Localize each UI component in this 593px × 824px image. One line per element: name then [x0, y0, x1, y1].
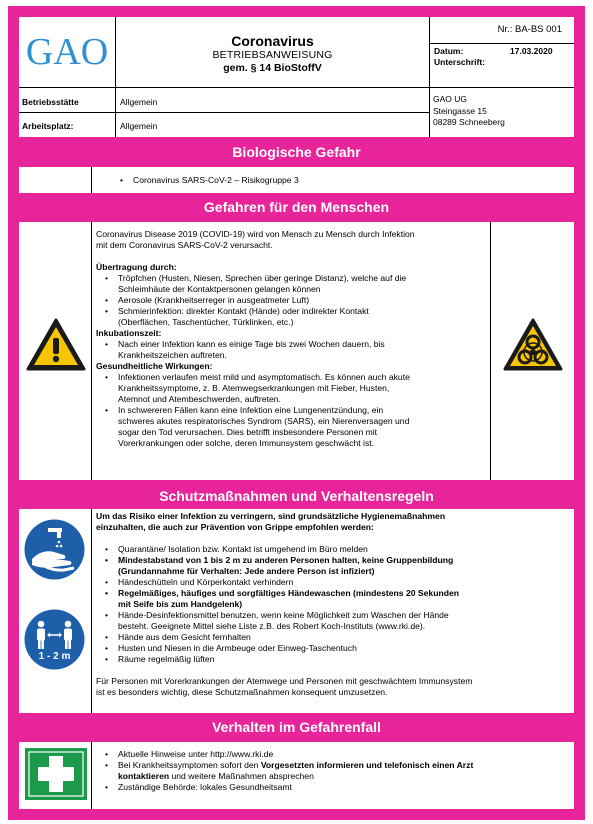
hazards-text: [96, 229, 488, 449]
warning-triangle-icon: [26, 318, 86, 372]
document-title-block: [116, 17, 429, 87]
list-item: • Coronavirus SARS-CoV-2 – Risikogruppe 3: [111, 175, 551, 186]
section-heading-biological: Biologische Gefahr: [19, 137, 574, 167]
incubation-list: [96, 339, 488, 361]
document-type: BETRIEBSANWEISUNG: [212, 49, 333, 61]
list-item: • Nach einer Infektion kann es einige Tage bis zwei Wochen dauern, bis Krankheitszeichen auftreten.: [96, 339, 488, 361]
section-heading-protection: Schutzmaßnahmen und Verhaltensregeln: [19, 480, 574, 509]
list-item: • Mindestabstand von 1 bis 2 m zu anderen Personen halten, keine Gruppenbildung (Grundannahme für Verhalten: Jede andere Person ist infiziert): [96, 555, 566, 577]
company-street: Steingasse 15: [433, 105, 487, 116]
distance-label: 1 - 2 m: [38, 651, 71, 662]
company-city: 08289 Schneeberg: [433, 117, 505, 127]
list-item: • Zuständige Behörde: lokales Gesundheitsamt: [96, 782, 566, 793]
date-value: 17.03.2020: [510, 46, 553, 56]
document-frame: [8, 6, 585, 820]
list-item: • Schmierinfektion: direkter Kontakt (Hände) oder indirekter Kontakt (Oberflächen, Taschentücher, Türklinken, etc.): [96, 306, 488, 328]
date-label: Datum:: [434, 46, 464, 56]
health-effects-list: [96, 372, 488, 449]
page-title: Coronavirus: [231, 33, 314, 49]
workplace-label: Arbeitsplatz:: [22, 121, 74, 131]
list-item: • Räume regelmäßig lüften: [96, 654, 566, 665]
transmission-heading: Übertragung durch:: [96, 262, 177, 272]
first-aid-cross-icon: [25, 748, 87, 800]
workplace-value: Allgemein: [120, 121, 158, 131]
transmission-list: [96, 273, 488, 328]
section-heading-hazards: Gefahren für den Menschen: [19, 193, 574, 222]
biological-agent-list: [111, 175, 551, 186]
emergency-list: [96, 749, 566, 793]
signature-label: Unterschrift:: [434, 57, 486, 67]
company-name: GAO UG: [433, 94, 468, 104]
list-item: • Regelmäßiges, häufiges und sorgfältiges Händewaschen (mindestens 20 Sekunden mit Seife bis zum Handgelenk): [96, 588, 566, 610]
distance-icon: [24, 609, 85, 670]
hand-washing-icon: [24, 519, 85, 580]
protection-measures-list: [96, 544, 566, 665]
biohazard-icon: [503, 318, 563, 372]
list-item: • Infektionen verlaufen meist mild und asymptomatisch. Es können auch akute Krankheitssymptome, z. B. Atemwegserkrankungen mit Fieber, Husten, Atemnot und Atembeschwerden, auftreten.: [96, 372, 488, 405]
list-item: • In schwereren Fällen kann eine Infektion eine Lungenentzündung, ein schweres akutes respiratorisches Syndrom (SARS), ein Nierenversagen und sogar den Tod verursachen. Dies betrifft insbesondere Personen mit Vorerkrankungen oder solche, deren Immunsystem geschwächt ist.: [96, 405, 488, 449]
protection-text: [96, 511, 566, 698]
list-item: • Tröpfchen (Husten, Niesen, Sprechen über geringe Distanz), welche auf die Schleimhäute der Kontaktpersonen gelangen können: [96, 273, 488, 295]
list-item: • Aerosole (Krankheitserreger in ausgeatmeter Luft): [96, 295, 488, 306]
protection-footer: Für Personen mit Vorerkrankungen der Atemwege und Personen mit geschwächtem Immunsystem ist es besonders wichtig, diese Schutzmaßnahmen konsequent umzusetzen.: [96, 676, 473, 697]
list-item: • Händeschütteln und Körperkontakt verhindern: [96, 577, 566, 588]
health-heading: Gesundheitliche Wirkungen:: [96, 361, 213, 371]
logo-text: GAO: [25, 31, 109, 73]
incubation-heading: Inkubationszeit:: [96, 328, 162, 338]
protection-intro: Um das Risiko einer Infektion zu verringern, sind grundsätzliche Hygienemaßnahmen einzuhalten, die auch zur Prävention von Grippe empfohlen werden:: [96, 511, 446, 532]
section-heading-emergency: Verhalten im Gefahrenfall: [19, 713, 574, 742]
company-address: [433, 94, 505, 129]
list-item: • Husten und Niesen in die Armbeuge oder Einweg-Taschentuch: [96, 643, 566, 654]
company-logo: [19, 17, 115, 87]
list-item: • Hände aus dem Gesicht fernhalten: [96, 632, 566, 643]
document-number: Nr.: BA-BS 001: [497, 24, 562, 35]
site-label: Betriebsstätte: [22, 97, 79, 107]
list-item: • Hände-Desinfektionsmittel benutzen, wenn keine Möglichkeit zum Waschen der Hände besteht. Geeignete Mittel siehe Liste z.B. des Robert Koch-Instituts (www.rki.de).: [96, 610, 566, 632]
site-value: Allgemein: [120, 97, 158, 107]
hazards-intro: Coronavirus Disease 2019 (COVID-19) wird von Mensch zu Mensch durch Infektion mit dem Coronavirus SARS-CoV-2 verursacht.: [96, 229, 415, 250]
list-item: • Quarantäne/ Isolation bzw. Kontakt ist umgehend im Büro melden: [96, 544, 566, 555]
legal-basis: gem. § 14 BioStoffV: [223, 62, 322, 74]
list-item: • Aktuelle Hinweise unter http://www.rki.de: [96, 749, 566, 760]
list-item: • Bei Krankheitssymptomen sofort den Vorgesetzten informieren und telefonisch einen Arzt kontaktieren und weitere Maßnahmen absprechen: [96, 760, 566, 782]
